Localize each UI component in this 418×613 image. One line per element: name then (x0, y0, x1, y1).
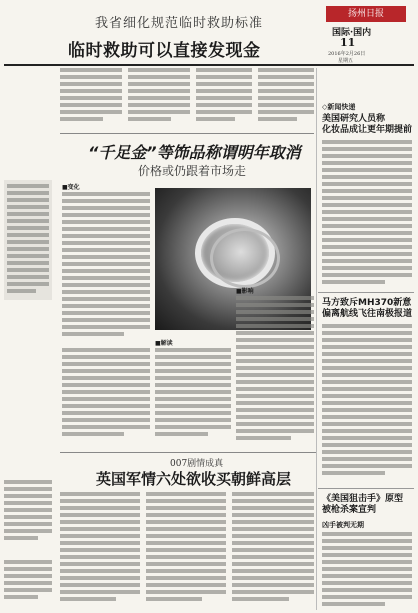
gold-side-head-interpret: ■解读 (155, 340, 173, 347)
left-sidebar-brief-2 (4, 480, 52, 550)
bottom-article-headline: 英国军情六处欲收买朝鲜高层 (96, 470, 292, 488)
left-sidebar-text (7, 184, 49, 296)
bracelet-inner-icon (210, 228, 280, 288)
right-rule-2 (318, 488, 414, 489)
gold-side-head-impact: ■影响 (236, 288, 254, 295)
gold-article-body-col-1b (62, 348, 150, 446)
bottom-article-kicker: 007剧情成真 (170, 459, 224, 469)
top-article-body-col-4 (258, 68, 314, 130)
right-news-column (318, 70, 414, 610)
section-name: 国际·国内 (332, 28, 372, 38)
page-number: 11 (340, 36, 356, 49)
right-head-sniper: 《美国狙击手》原型 被枪杀案宣判 (322, 494, 404, 515)
gold-article-subhead: 价格或仍跟着市场走 (138, 164, 247, 178)
top-article-body-col-2 (128, 68, 190, 130)
bottom-article-body-col-3 (232, 492, 314, 608)
right-body-3 (322, 532, 412, 608)
left-footer-credits (4, 560, 52, 610)
bottom-section-rule (60, 452, 316, 453)
newspaper-logo: 扬州日报 (326, 6, 406, 22)
top-article-subhead: 我省细化规范临时救助标准 (95, 16, 264, 31)
left-sidebar-brief (4, 180, 52, 300)
gold-article-headline: “千足金”等饰品称谓明年取消 (88, 143, 301, 162)
right-column-rule (316, 68, 317, 610)
masthead (322, 4, 412, 62)
bottom-article-body-col-1 (60, 492, 140, 608)
issue-weekday: 星期五 (338, 58, 354, 64)
right-head-mh370: 马方致斥MH370新意 偏离航线飞往南极报道 (322, 298, 413, 319)
right-subhead-sniper: 凶手被判无期 (322, 520, 364, 529)
top-article-headline: 临时救助可以直接发现金 (68, 41, 261, 61)
news-express-label: ◇新闻快递 (322, 102, 356, 111)
top-article-body-col-3 (196, 68, 252, 130)
gold-article-body-col-1 (62, 192, 150, 342)
bottom-article-body-col-2 (146, 492, 226, 608)
gold-side-head-change: ■变化 (62, 184, 80, 191)
header-rule (4, 64, 414, 66)
gold-article-body-col-3 (236, 296, 314, 446)
top-article-body-col-1 (60, 68, 122, 130)
issue-date: 2016年2月26日 (328, 51, 366, 57)
right-body-2 (322, 324, 412, 484)
right-rule-1 (318, 292, 414, 293)
gold-article-body-col-2 (155, 348, 231, 446)
right-body-1 (322, 140, 412, 290)
right-head-cosmetics: 美国研究人员称 化妆品成让更年期提前 (322, 114, 413, 135)
section-divider (60, 133, 314, 134)
